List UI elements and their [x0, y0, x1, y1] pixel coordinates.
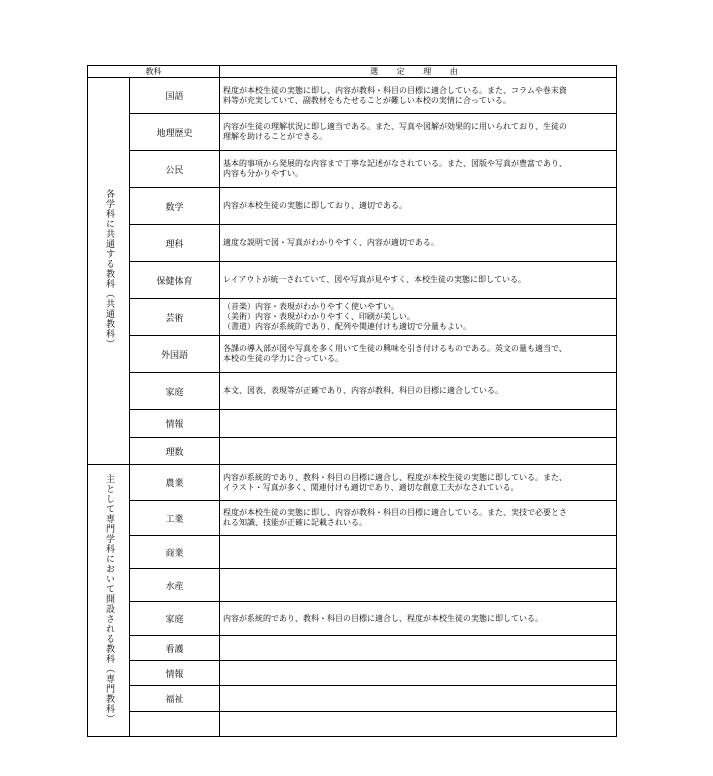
table-row [88, 501, 617, 536]
common-subjects-group [88, 78, 130, 465]
subject-cell: 公民 [130, 151, 220, 188]
subject-cell: 工業 [130, 501, 220, 536]
selection-table [87, 65, 617, 737]
reason-line: 理解を助けることができる。 [223, 132, 327, 141]
table-row [88, 536, 617, 569]
reason-line: 適度な説明で図・写真がわかりやすく、内容が適切である。 [223, 238, 439, 247]
table-row [88, 602, 617, 636]
reason-cell [220, 373, 617, 410]
reason-line: 基本的事項から発展的な内容まで丁寧な記述がなされている。また、図版や写真が豊富であり、 [223, 159, 567, 168]
subject-cell: 外国語 [130, 336, 220, 373]
reason-line: 程度が本校生徒の実態に即し、内容が教科・科目の目標に適合している。また、コラムや巻末資 [223, 85, 567, 95]
subject-cell: 保健体育 [130, 262, 220, 299]
reason-cell [220, 602, 617, 636]
reason-line: レイアウトが統一されていて、図や写真が見やすく、本校生徒の実態に即している。 [223, 275, 527, 284]
table-row [88, 373, 617, 410]
reason-line: 内容も分かりやすい。 [223, 169, 303, 178]
reason-line: れる知識、技能が正確に記載されいる。 [223, 518, 367, 527]
reason-line: 内容が系統的であり、教科・科目の目標に適合し、程度が本校生徒の実態に即している。また、 [223, 472, 567, 482]
reason-line: 本文、図表、表現等が正確であり、内容が教科、科目の目標に適合している。 [223, 386, 503, 395]
reason-cell [220, 501, 617, 536]
table-row [88, 712, 617, 737]
reason-cell [220, 661, 617, 686]
reason-line: 程度が本校生徒の実態に即し、内容が教科・科目の目標に適合している。また、実技で必要とさ [223, 508, 567, 517]
reason-cell [220, 188, 617, 225]
reason-column-header: 選 定 理 由 [220, 66, 617, 78]
reason-line: 内容が本校生徒の実態に即しており、適切である。 [223, 201, 407, 210]
subject-cell: 水産 [130, 569, 220, 602]
subject-cell [130, 712, 220, 737]
subject-cell: 国語 [130, 78, 220, 114]
reason-cell [220, 465, 617, 501]
selection-reason-sheet [87, 65, 616, 743]
subject-cell: 芸術 [130, 299, 220, 336]
table-row [88, 262, 617, 299]
table-row [88, 188, 617, 225]
subject-cell: 商業 [130, 536, 220, 569]
table-body [88, 78, 617, 737]
reason-line: （書道）内容が系統的であり、配列や関連付けも適切で分量もよい。 [223, 322, 471, 331]
reason-line: （美術）内容・表現がわかりやすく、印刷が美しい。 [223, 312, 415, 321]
table-row [88, 78, 617, 114]
reason-cell [220, 438, 617, 465]
table-row [88, 438, 617, 465]
reason-cell [220, 114, 617, 151]
subject-cell: 情報 [130, 410, 220, 438]
reason-cell [220, 536, 617, 569]
subject-cell: 看護 [130, 636, 220, 661]
reason-cell [220, 410, 617, 438]
reason-cell [220, 262, 617, 299]
reason-cell [220, 569, 617, 602]
reason-line: イラスト・写真が多く、関連付けも適切であり、適切な創意工夫がなされている。 [223, 482, 519, 492]
subject-cell: 家庭 [130, 373, 220, 410]
group-label: 主として専門学科において開設される教科（専門教科） [104, 473, 114, 724]
reason-line: 本校の生徒の学力に合っている。 [223, 354, 343, 363]
table-row [88, 225, 617, 262]
table-row [88, 465, 617, 501]
specialized-subjects-group [88, 465, 130, 737]
reason-cell [220, 636, 617, 661]
table-row [88, 686, 617, 712]
subject-cell: 理科 [130, 225, 220, 262]
table-row [88, 299, 617, 336]
subject-cell: 福祉 [130, 686, 220, 712]
subject-cell: 地理歴史 [130, 114, 220, 151]
subject-cell: 数学 [130, 188, 220, 225]
subject-cell: 理数 [130, 438, 220, 465]
table-row [88, 661, 617, 686]
reason-line: 料等が充実していて、副教材をもたせることが難しい本校の実情に合っている。 [223, 95, 511, 105]
reason-cell [220, 78, 617, 114]
table-row [88, 114, 617, 151]
reason-cell [220, 299, 617, 336]
reason-line: 内容が系統的であり、教科・科目の目標に適合し、程度が本校生徒の実態に即している。 [223, 613, 543, 623]
reason-cell [220, 686, 617, 712]
subject-cell: 家庭 [130, 602, 220, 636]
reason-line: 内容が生徒の理解状況に即し適当である。また、写真や図解が効果的に用いられており、生徒の [223, 122, 567, 131]
table-row [88, 410, 617, 438]
reason-cell [220, 336, 617, 373]
reason-line: 各課の導入部が図や写真を多く用いて生徒の興味を引き付けるものである。英文の量も適当で、 [223, 344, 567, 353]
subject-cell: 農業 [130, 465, 220, 501]
reason-cell [220, 712, 617, 737]
table-row [88, 636, 617, 661]
reason-cell [220, 225, 617, 262]
table-row [88, 569, 617, 602]
subject-cell: 情報 [130, 661, 220, 686]
table-row [88, 151, 617, 188]
reason-cell [220, 151, 617, 188]
reason-line: （音楽）内容・表現がわかりやすく使いやすい。 [223, 302, 399, 311]
table-header-row [88, 66, 617, 78]
group-label: 各学科に共通する教科（共通教科） [104, 189, 114, 349]
subject-column-header: 教科 [88, 66, 220, 78]
table-row [88, 336, 617, 373]
